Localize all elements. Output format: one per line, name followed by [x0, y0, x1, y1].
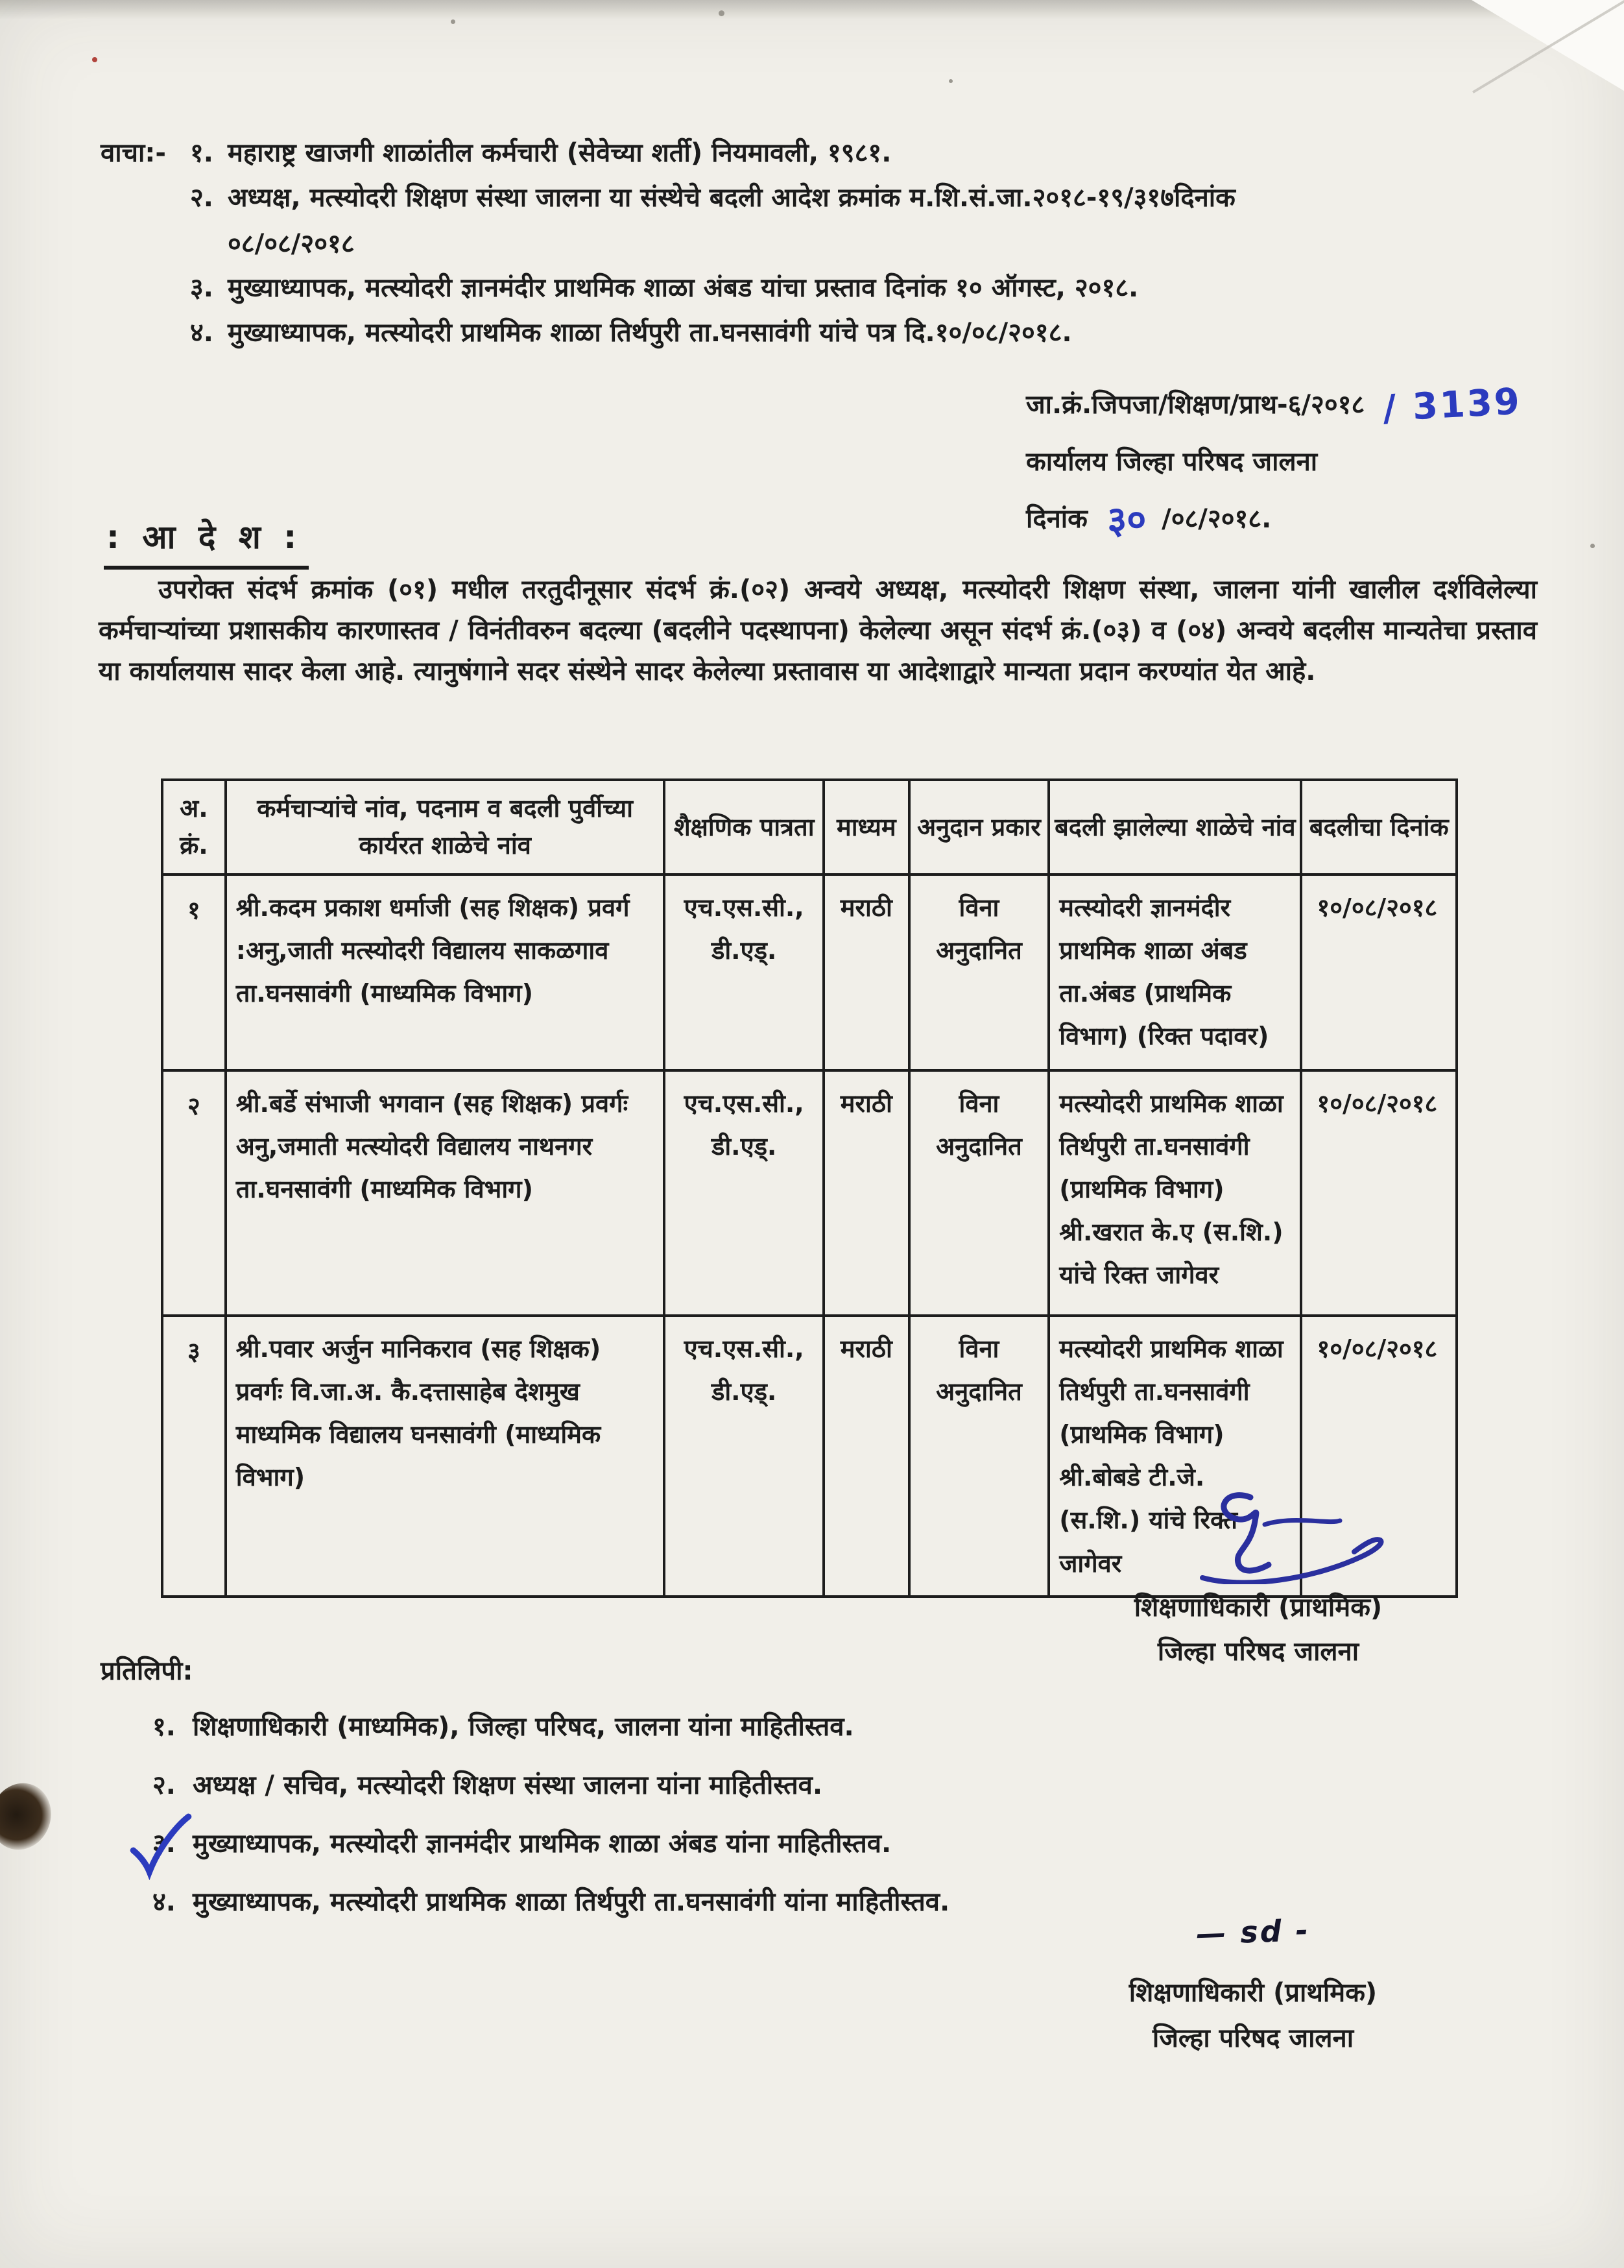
read-item-number: १.	[190, 138, 213, 168]
office-line: कार्यालय जिल्हा परिषद जालना	[1026, 446, 1318, 477]
table-cell: १०/०८/२०१८	[1301, 1316, 1457, 1597]
read-item	[101, 266, 1553, 311]
table-cell: मराठी	[824, 1070, 909, 1316]
read-item-continuation: ०८/०८/२०१८	[228, 228, 355, 259]
signature-designation: शिक्षणाधिकारी (प्राथमिक)	[1128, 1977, 1378, 2008]
check-mark-icon	[124, 1813, 197, 1880]
copies-item-number: १.	[152, 1712, 176, 1742]
order-paragraph: उपरोक्त संदर्भ क्रमांक (०१) मधील तरतुदीनूसार संदर्भ क्रं.(०२) अन्वये अध्यक्ष, मत्स्योदरी शिक्षण संस्था, जालना यांनी खालील दर्शविलेल्या कर्मचाऱ्यांच्या प्रशासकीय कारणास्तव / विनंतीवरुन बदल्या (बदलीने पदस्थापना) केलेल्या असून संदर्भ क्रं.(०३) व (०४) अन्वये बदलीस मान्यतेचा प्रस्ताव या कार्यालयास सादर केला आहे. त्यानुषंगाने सदर संस्थेने सादर केलेल्या प्रस्तावास या आदेशाद्वारे मान्यता प्रदान करण्यांत येत आहे.	[99, 575, 1537, 687]
scan-speck	[451, 19, 455, 24]
scan-speck	[92, 57, 97, 62]
table-cell: विना अनुदानित	[909, 1070, 1049, 1316]
table-cell: मत्स्योदरी ज्ञानमंदीर प्राथमिक शाळा अंबड ता.अंबड (प्राथमिक विभाग) (रिक्त पदावर)	[1049, 875, 1301, 1070]
date-line	[1026, 486, 1610, 555]
read-item-text: महाराष्ट्र खाजगी शाळांतील कर्मचारी (सेवेच्या शर्ती) नियमावली, १९८१.	[228, 138, 892, 168]
read-item-number: २.	[190, 182, 213, 213]
table-cell: मत्स्योदरी प्राथमिक शाळा तिर्थपुरी ता.घनसावंगी (प्राथमिक विभाग) श्री.बोबडे टी.जे. (स.शि.) यांचे रिक्त जागेवर	[1049, 1316, 1301, 1597]
table-cell: १	[162, 875, 226, 1070]
date-handwritten: ३०	[1106, 496, 1147, 542]
signature-scribble	[1174, 1487, 1401, 1584]
copies-item	[152, 1706, 1527, 1748]
table-header-serial: अ. क्रं.	[162, 780, 226, 875]
read-item	[101, 311, 1553, 356]
read-item	[101, 176, 1553, 267]
table-cell: विना अनुदानित	[909, 875, 1049, 1070]
ref-number-line	[1026, 372, 1610, 439]
table-cell: मराठी	[824, 1316, 909, 1597]
copies-item-text: शिक्षणाधिकारी (माध्यमिक), जिल्हा परिषद, जालना यांना माहितीस्तव.	[193, 1712, 854, 1742]
copies-item-number: ४.	[152, 1887, 176, 1917]
table-cell: मराठी	[824, 875, 909, 1070]
table-cell: ३	[162, 1316, 226, 1597]
table-header-medium: माध्यम	[824, 780, 909, 875]
ref-number: जा.क्रं.जिपजा/शिक्षण/प्राथ-६/२०१८	[1026, 390, 1365, 420]
date-rest: /०८/२०१८.	[1162, 503, 1272, 534]
table-cell: विना अनुदानित	[909, 1316, 1049, 1597]
table-header-qualification: शैक्षणिक पात्रता	[664, 780, 824, 875]
read-label: वाचा:-	[101, 138, 166, 168]
table-header-name: कर्मचाऱ्यांचे नांव, पदनाम व बदली पुर्वीच्या कार्यरत शाळेचे नांव	[226, 780, 665, 875]
table-cell: २	[162, 1070, 226, 1316]
signature-office: जिल्हा परिषद जालना	[1152, 2023, 1354, 2053]
table-header-row	[162, 780, 1457, 875]
copies-label: प्रतिलिपी:	[101, 1656, 193, 1686]
copies-item	[152, 1823, 1527, 1864]
table-header-new-school: बदली झालेल्या शाळेचे नांव	[1049, 780, 1301, 875]
read-item	[101, 131, 1553, 176]
date-label: दिनांक	[1026, 503, 1088, 534]
read-item-number: ३.	[190, 273, 213, 304]
reference-block	[1026, 372, 1610, 554]
table-cell: १०/०८/२०१८	[1301, 1070, 1457, 1316]
scan-speck	[719, 10, 724, 16]
signature-office: जिल्हा परिषद जालना	[1157, 1637, 1359, 1667]
table-cell: मत्स्योदरी प्राथमिक शाळा तिर्थपुरी ता.घनसावंगी (प्राथमिक विभाग) श्री.खरात के.ए (स.शि.) यांचे रिक्त जागेवर	[1049, 1070, 1301, 1316]
table-cell: श्री.बर्डे संभाजी भगवान (सह शिक्षक) प्रवर्गः अनु,जमाती मत्स्योदरी विद्यालय नाथनगर ता.घनसावंगी (माध्यमिक विभाग)	[226, 1070, 665, 1316]
signature-designation: शिक्षणाधिकारी (प्राथमिक)	[1134, 1593, 1383, 1623]
table-row	[162, 1070, 1457, 1316]
copies-item-text: मुख्याध्यापक, मत्स्योदरी ज्ञानमंदीर प्राथमिक शाळा अंबड यांना माहितीस्तव.	[193, 1829, 892, 1859]
copies-item	[152, 1765, 1527, 1806]
signature-block-bottom	[1065, 1906, 1441, 2061]
signature-block-top	[1077, 1487, 1440, 1674]
transfer-table	[161, 778, 1458, 1598]
table-cell: श्री.कदम प्रकाश धर्माजी (सह शिक्षक) प्रवर्ग :अनु,जाती मत्स्योदरी विद्यालय साकळगाव ता.घनसावंगी (माध्यमिक विभाग)	[226, 875, 665, 1070]
read-item-number: ४.	[190, 318, 213, 348]
read-item-text: मुख्याध्यापक, मत्स्योदरी प्राथमिक शाळा तिर्थपुरी ता.घनसावंगी यांचे पत्र दि.१०/०८/२०१८.	[228, 318, 1072, 348]
copies-section	[101, 1650, 1527, 1940]
copies-item-number: २.	[152, 1770, 176, 1800]
read-section	[101, 131, 1553, 356]
read-item-text: अध्यक्ष, मत्स्योदरी शिक्षण संस्था जालना या संस्थेचे बदली आदेश क्रमांक म.शि.सं.जा.२०१८-१९/३१७दिनांक ०८/०८/२०१८	[228, 176, 1553, 267]
ref-number-handwritten: / 3139	[1381, 380, 1523, 430]
sd-notation: — sd -	[1195, 1912, 1311, 1952]
table-cell: एच.एस.सी., डी.एड्.	[664, 1070, 824, 1316]
table-row	[162, 875, 1457, 1070]
table-cell: १०/०८/२०१८	[1301, 875, 1457, 1070]
order-heading: : आ दे श :	[104, 514, 309, 570]
ink-smudge-mark	[0, 1774, 60, 1858]
table-cell: एच.एस.सी., डी.एड्.	[664, 875, 824, 1070]
copies-item-text: अध्यक्ष / सचिव, मत्स्योदरी शिक्षण संस्था जालना यांना माहितीस्तव.	[193, 1770, 823, 1800]
table-header-transfer-date: बदलीचा दिनांक	[1301, 780, 1457, 875]
table-cell: श्री.पवार अर्जुन मानिकराव (सह शिक्षक) प्रवर्गः वि.जा.अ. कै.दत्तासाहेब देशमुख माध्यमिक विद्यालय घनसावंगी (माध्यमिक विभाग)	[226, 1316, 665, 1597]
table-cell: एच.एस.सी., डी.एड्.	[664, 1316, 824, 1597]
scan-speck	[949, 79, 953, 83]
read-item-text: मुख्याध्यापक, मत्स्योदरी ज्ञानमंदीर प्राथमिक शाळा अंबड यांचा प्रस्ताव दिनांक १० ऑगस्ट, २०१८.	[228, 273, 1139, 304]
table-header-grant-type: अनुदान प्रकार	[909, 780, 1049, 875]
scan-edge-shade	[0, 0, 1624, 19]
copies-item-number: ३.	[152, 1823, 193, 1864]
copies-item-text: मुख्याध्यापक, मत्स्योदरी प्राथमिक शाळा तिर्थपुरी ता.घनसावंगी यांना माहितीस्तव.	[193, 1887, 950, 1917]
